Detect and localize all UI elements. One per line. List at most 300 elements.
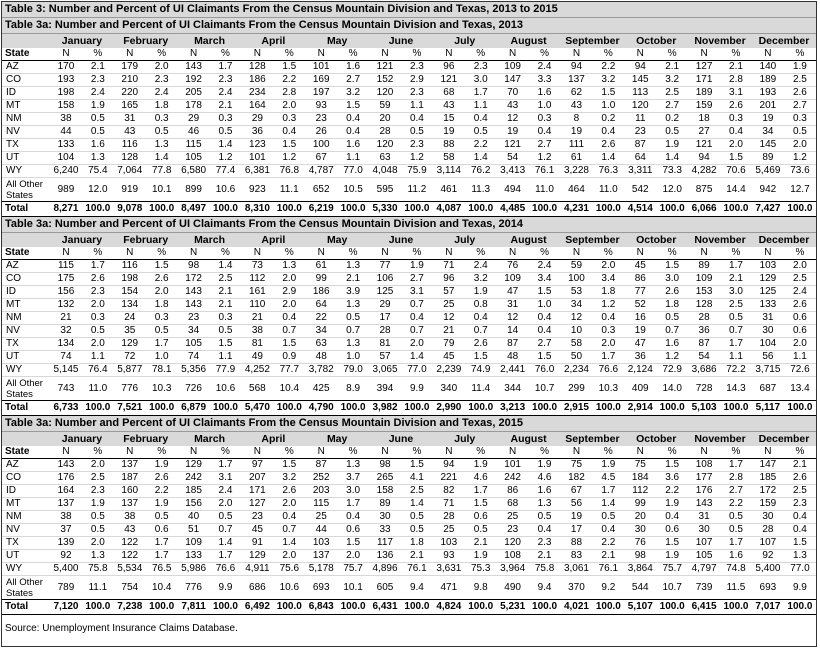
count-cell: 175 <box>50 273 82 286</box>
percent-cell: 1.5 <box>337 100 369 113</box>
state-cell: AZ <box>2 459 50 472</box>
percent-cell: 1.9 <box>465 550 497 563</box>
percent-cell: 2.0 <box>273 550 305 563</box>
percent-cell: 2.0 <box>337 550 369 563</box>
count-cell: 3,864 <box>624 563 656 576</box>
percent-cell: 0.7 <box>210 524 242 537</box>
percent-cell: 2.3 <box>82 74 114 87</box>
percent-cell: 0.4 <box>401 113 433 126</box>
count-cell: 23 <box>241 511 273 524</box>
percent-cell: 1.4 <box>592 498 624 511</box>
percent-cell: 76.4 <box>82 364 114 377</box>
percent-cell: 3.0 <box>465 74 497 87</box>
year-table-section <box>2 18 816 217</box>
percent-cell: 75.8 <box>82 563 114 576</box>
percent-cell: 11.1 <box>82 576 114 600</box>
count-cell: 52 <box>624 299 656 312</box>
count-cell: 115 <box>50 260 82 273</box>
total-percent-cell: 100.0 <box>401 202 433 217</box>
count-cell: 4,896 <box>369 563 401 576</box>
percent-cell: 2.4 <box>465 260 497 273</box>
percent-cell: 77.4 <box>210 165 242 178</box>
percent-cell: 1.4 <box>592 152 624 165</box>
count-column-header: N <box>561 247 593 260</box>
percent-cell: 1.0 <box>529 100 561 113</box>
count-cell: 299 <box>561 377 593 401</box>
count-cell: 5,356 <box>178 364 210 377</box>
count-cell: 143 <box>178 299 210 312</box>
count-cell: 104 <box>50 152 82 165</box>
percent-cell: 2.1 <box>82 61 114 74</box>
total-row <box>2 600 816 615</box>
count-cell: 186 <box>241 74 273 87</box>
percent-cell: 10.5 <box>337 178 369 202</box>
count-cell: 122 <box>114 550 146 563</box>
percent-cell: 76.0 <box>529 364 561 377</box>
percent-cell: 9.9 <box>401 377 433 401</box>
percent-cell: 3.2 <box>337 87 369 100</box>
percent-cell: 72.2 <box>720 364 752 377</box>
percent-cell: 76.8 <box>273 165 305 178</box>
total-percent-cell: 100.0 <box>337 401 369 416</box>
total-row <box>2 202 816 217</box>
percent-cell: 11.0 <box>529 178 561 202</box>
count-cell: 875 <box>688 178 720 202</box>
total-label: Total <box>2 202 50 217</box>
percent-cell: 1.7 <box>210 61 242 74</box>
count-cell: 61 <box>305 260 337 273</box>
count-cell: 104 <box>752 338 784 351</box>
count-column-header: N <box>241 446 273 459</box>
count-column-header: N <box>50 247 82 260</box>
count-cell: 98 <box>624 550 656 563</box>
count-cell: 92 <box>752 550 784 563</box>
percent-column-header: % <box>210 48 242 61</box>
percent-cell: 2.3 <box>210 74 242 87</box>
percent-cell: 0.7 <box>273 524 305 537</box>
month-header: October <box>624 34 688 48</box>
count-cell: 16 <box>624 312 656 325</box>
percent-cell: 1.5 <box>465 351 497 364</box>
state-cell: ID <box>2 485 50 498</box>
count-cell: 17 <box>561 524 593 537</box>
total-count-cell: 7,521 <box>114 401 146 416</box>
count-cell: 5,534 <box>114 563 146 576</box>
percent-cell: 2.1 <box>720 273 752 286</box>
total-count-cell: 4,824 <box>433 600 465 615</box>
percent-cell: 1.1 <box>784 351 816 364</box>
table-row <box>2 273 816 286</box>
count-cell: 5,145 <box>50 364 82 377</box>
total-percent-cell: 100.0 <box>784 600 816 615</box>
count-cell: 43 <box>433 100 465 113</box>
percent-cell: 0.3 <box>82 312 114 325</box>
count-cell: 158 <box>369 485 401 498</box>
percent-cell: 0.5 <box>465 126 497 139</box>
percent-cell: 1.3 <box>82 550 114 563</box>
percent-column-header: % <box>592 247 624 260</box>
claimants-table <box>2 233 816 416</box>
total-count-cell: 5,330 <box>369 202 401 217</box>
percent-cell: 0.2 <box>592 113 624 126</box>
count-cell: 45 <box>624 260 656 273</box>
count-cell: 3,964 <box>497 563 529 576</box>
month-header: May <box>305 233 369 247</box>
claimants-table <box>2 34 816 217</box>
count-cell: 143 <box>178 61 210 74</box>
percent-cell: 2.5 <box>401 485 433 498</box>
count-cell: 187 <box>114 472 146 485</box>
percent-cell: 0.5 <box>784 126 816 139</box>
count-cell: 86 <box>497 485 529 498</box>
count-cell: 38 <box>241 325 273 338</box>
state-cell: CO <box>2 472 50 485</box>
table-row <box>2 511 816 524</box>
percent-cell: 0.3 <box>146 113 178 126</box>
percent-cell: 1.7 <box>720 260 752 273</box>
percent-cell: 9.9 <box>784 576 816 600</box>
count-cell: 125 <box>369 286 401 299</box>
count-cell: 123 <box>241 139 273 152</box>
count-cell: 63 <box>305 338 337 351</box>
count-cell: 12 <box>433 312 465 325</box>
total-count-cell: 4,514 <box>624 202 656 217</box>
percent-cell: 1.6 <box>529 485 561 498</box>
count-cell: 30 <box>369 511 401 524</box>
percent-cell: 2.1 <box>656 61 688 74</box>
percent-cell: 0.5 <box>210 126 242 139</box>
percent-cell: 0.7 <box>337 325 369 338</box>
count-cell: 56 <box>752 351 784 364</box>
month-header: April <box>241 432 305 446</box>
percent-cell: 1.7 <box>592 351 624 364</box>
count-cell: 108 <box>497 550 529 563</box>
count-cell: 91 <box>241 537 273 550</box>
count-cell: 77 <box>369 260 401 273</box>
count-cell: 23 <box>305 113 337 126</box>
table-row <box>2 351 816 364</box>
total-count-cell: 9,078 <box>114 202 146 217</box>
count-cell: 70 <box>497 87 529 100</box>
count-cell: 54 <box>688 351 720 364</box>
count-cell: 2,441 <box>497 364 529 377</box>
count-cell: 87 <box>624 139 656 152</box>
count-cell: 76 <box>624 537 656 550</box>
count-cell: 72 <box>114 351 146 364</box>
count-cell: 94 <box>688 152 720 165</box>
percent-cell: 0.4 <box>592 126 624 139</box>
count-cell: 137 <box>305 550 337 563</box>
count-cell: 67 <box>561 485 593 498</box>
percent-cell: 1.5 <box>465 498 497 511</box>
sub-header-row <box>2 48 816 61</box>
month-header: February <box>114 233 178 247</box>
count-cell: 38 <box>114 511 146 524</box>
percent-cell: 0.5 <box>82 113 114 126</box>
total-row <box>2 401 816 416</box>
percent-cell: 0.3 <box>273 113 305 126</box>
percent-cell: 3.2 <box>465 273 497 286</box>
count-cell: 116 <box>114 139 146 152</box>
percent-cell: 2.2 <box>592 61 624 74</box>
count-cell: 28 <box>369 325 401 338</box>
count-cell: 67 <box>305 152 337 165</box>
count-cell: 96 <box>433 273 465 286</box>
count-cell: 147 <box>497 74 529 87</box>
total-percent-cell: 100.0 <box>82 600 114 615</box>
count-cell: 26 <box>305 126 337 139</box>
state-cell: WY <box>2 563 50 576</box>
percent-cell: 1.5 <box>592 87 624 100</box>
percent-cell: 75.9 <box>401 165 433 178</box>
table-row <box>2 139 816 152</box>
percent-cell: 2.5 <box>784 74 816 87</box>
count-cell: 23 <box>497 524 529 537</box>
percent-cell: 1.5 <box>337 537 369 550</box>
count-cell: 38 <box>50 511 82 524</box>
count-column-header: N <box>369 48 401 61</box>
count-cell: 201 <box>752 100 784 113</box>
count-column-header: N <box>305 48 337 61</box>
count-cell: 21 <box>50 312 82 325</box>
count-cell: 25 <box>305 511 337 524</box>
count-cell: 160 <box>114 485 146 498</box>
count-cell: 68 <box>433 87 465 100</box>
total-percent-cell: 100.0 <box>529 600 561 615</box>
percent-cell: 2.6 <box>465 338 497 351</box>
count-cell: 93 <box>305 100 337 113</box>
table-row <box>2 325 816 338</box>
count-cell: 37 <box>50 524 82 537</box>
percent-cell: 11.2 <box>401 178 433 202</box>
count-cell: 139 <box>50 537 82 550</box>
table-row <box>2 87 816 100</box>
count-cell: 28 <box>433 511 465 524</box>
count-cell: 542 <box>624 178 656 202</box>
count-cell: 21 <box>433 325 465 338</box>
table-row <box>2 299 816 312</box>
count-cell: 25 <box>433 299 465 312</box>
percent-cell: 0.3 <box>210 312 242 325</box>
count-column-header: N <box>497 247 529 260</box>
percent-cell: 1.5 <box>401 459 433 472</box>
count-cell: 28 <box>752 524 784 537</box>
table-title: Table 3a: Number and Percent of UI Claimants From the Census Mountain Division and Texas, 2014 <box>2 217 816 233</box>
total-count-cell: 5,470 <box>241 401 273 416</box>
count-cell: 776 <box>178 576 210 600</box>
count-cell: 137 <box>114 459 146 472</box>
percent-cell: 1.1 <box>720 351 752 364</box>
percent-cell: 1.8 <box>146 299 178 312</box>
state-column-header: State <box>2 247 50 260</box>
percent-cell: 1.2 <box>273 152 305 165</box>
month-header: September <box>561 34 625 48</box>
percent-cell: 1.6 <box>529 87 561 100</box>
total-count-cell: 4,790 <box>305 401 337 416</box>
percent-cell: 77.0 <box>784 563 816 576</box>
count-cell: 143 <box>688 498 720 511</box>
count-cell: 171 <box>688 74 720 87</box>
percent-column-header: % <box>784 48 816 61</box>
count-cell: 64 <box>305 299 337 312</box>
percent-cell: 0.6 <box>337 524 369 537</box>
percent-cell: 0.5 <box>656 126 688 139</box>
count-cell: 87 <box>688 338 720 351</box>
percent-cell: 0.4 <box>337 126 369 139</box>
percent-cell: 1.5 <box>784 537 816 550</box>
percent-cell: 11.4 <box>465 377 497 401</box>
total-percent-cell: 100.0 <box>210 600 242 615</box>
count-cell: 184 <box>624 472 656 485</box>
count-cell: 5,986 <box>178 563 210 576</box>
percent-cell: 4.6 <box>529 472 561 485</box>
count-cell: 186 <box>305 286 337 299</box>
count-cell: 30 <box>624 524 656 537</box>
count-cell: 94 <box>624 61 656 74</box>
percent-column-header: % <box>210 446 242 459</box>
state-cell: NV <box>2 524 50 537</box>
total-percent-cell: 100.0 <box>337 202 369 217</box>
percent-cell: 3.0 <box>720 286 752 299</box>
percent-cell: 11.1 <box>273 178 305 202</box>
percent-cell: 0.4 <box>529 325 561 338</box>
percent-cell: 1.6 <box>337 61 369 74</box>
count-cell: 61 <box>561 152 593 165</box>
count-cell: 105 <box>688 550 720 563</box>
total-percent-cell: 100.0 <box>210 401 242 416</box>
percent-cell: 74.9 <box>465 364 497 377</box>
count-cell: 154 <box>114 286 146 299</box>
percent-column-header: % <box>273 446 305 459</box>
count-cell: 112 <box>241 273 273 286</box>
count-cell: 12 <box>497 113 529 126</box>
count-cell: 3,631 <box>433 563 465 576</box>
percent-column-header: % <box>337 446 369 459</box>
count-cell: 103 <box>433 537 465 550</box>
percent-cell: 1.3 <box>146 139 178 152</box>
total-count-cell: 6,492 <box>241 600 273 615</box>
percent-cell: 11.3 <box>465 178 497 202</box>
count-cell: 93 <box>433 550 465 563</box>
count-cell: 34 <box>178 325 210 338</box>
count-cell: 45 <box>433 351 465 364</box>
count-column-header: N <box>433 446 465 459</box>
state-column-header: State <box>2 48 50 61</box>
count-column-header: N <box>241 247 273 260</box>
percent-cell: 2.0 <box>720 139 752 152</box>
percent-cell: 2.8 <box>720 472 752 485</box>
state-cell: CO <box>2 74 50 87</box>
percent-cell: 2.2 <box>273 74 305 87</box>
count-cell: 4,911 <box>241 563 273 576</box>
count-cell: 161 <box>241 286 273 299</box>
percent-cell: 3.6 <box>656 472 688 485</box>
count-cell: 193 <box>752 87 784 100</box>
percent-cell: 10.1 <box>146 178 178 202</box>
percent-cell: 0.7 <box>720 325 752 338</box>
percent-column-header: % <box>337 247 369 260</box>
percent-cell: 2.7 <box>720 485 752 498</box>
percent-cell: 1.7 <box>337 498 369 511</box>
count-cell: 36 <box>241 126 273 139</box>
percent-cell: 1.8 <box>592 286 624 299</box>
count-cell: 3,715 <box>752 364 784 377</box>
percent-cell: 0.5 <box>529 511 561 524</box>
month-header: December <box>752 432 816 446</box>
count-cell: 100 <box>561 273 593 286</box>
state-cell: UT <box>2 550 50 563</box>
count-cell: 177 <box>688 472 720 485</box>
percent-cell: 2.4 <box>529 260 561 273</box>
month-header: July <box>433 34 497 48</box>
count-cell: 2,239 <box>433 364 465 377</box>
percent-cell: 2.7 <box>401 273 433 286</box>
state-cell: MT <box>2 498 50 511</box>
count-column-header: N <box>624 446 656 459</box>
count-cell: 48 <box>305 351 337 364</box>
table-row <box>2 524 816 537</box>
month-header: August <box>497 34 561 48</box>
percent-cell: 1.8 <box>656 299 688 312</box>
count-cell: 28 <box>369 126 401 139</box>
count-cell: 29 <box>178 113 210 126</box>
percent-cell: 4.5 <box>592 472 624 485</box>
percent-cell: 0.9 <box>273 351 305 364</box>
count-cell: 136 <box>369 550 401 563</box>
percent-cell: 2.5 <box>656 87 688 100</box>
count-column-header: N <box>433 48 465 61</box>
percent-cell: 2.9 <box>273 286 305 299</box>
percent-column-header: % <box>146 48 178 61</box>
count-cell: 34 <box>561 299 593 312</box>
table-row <box>2 459 816 472</box>
table-row <box>2 312 816 325</box>
count-cell: 3,413 <box>497 165 529 178</box>
count-cell: 133 <box>752 299 784 312</box>
percent-cell: 0.6 <box>465 511 497 524</box>
total-count-cell: 2,914 <box>624 401 656 416</box>
percent-cell: 1.5 <box>210 338 242 351</box>
percent-cell: 76.2 <box>465 165 497 178</box>
total-count-cell: 4,087 <box>433 202 465 217</box>
percent-cell: 3.4 <box>529 273 561 286</box>
count-cell: 425 <box>305 377 337 401</box>
count-cell: 5,877 <box>114 364 146 377</box>
percent-cell: 1.5 <box>656 260 688 273</box>
count-cell: 3,228 <box>561 165 593 178</box>
percent-cell: 10.7 <box>656 576 688 600</box>
count-cell: 31 <box>688 511 720 524</box>
count-cell: 76 <box>497 260 529 273</box>
count-cell: 120 <box>369 87 401 100</box>
percent-column-header: % <box>720 247 752 260</box>
count-cell: 198 <box>114 273 146 286</box>
count-cell: 74 <box>178 351 210 364</box>
count-cell: 165 <box>114 100 146 113</box>
count-cell: 121 <box>433 74 465 87</box>
count-cell: 120 <box>624 100 656 113</box>
count-cell: 74 <box>50 351 82 364</box>
percent-cell: 1.9 <box>592 459 624 472</box>
count-cell: 88 <box>433 139 465 152</box>
percent-cell: 1.5 <box>656 537 688 550</box>
count-cell: 57 <box>369 351 401 364</box>
percent-cell: 1.9 <box>656 139 688 152</box>
total-percent-cell: 100.0 <box>720 401 752 416</box>
percent-column-header: % <box>146 446 178 459</box>
count-cell: 43 <box>114 524 146 537</box>
percent-cell: 1.3 <box>82 152 114 165</box>
